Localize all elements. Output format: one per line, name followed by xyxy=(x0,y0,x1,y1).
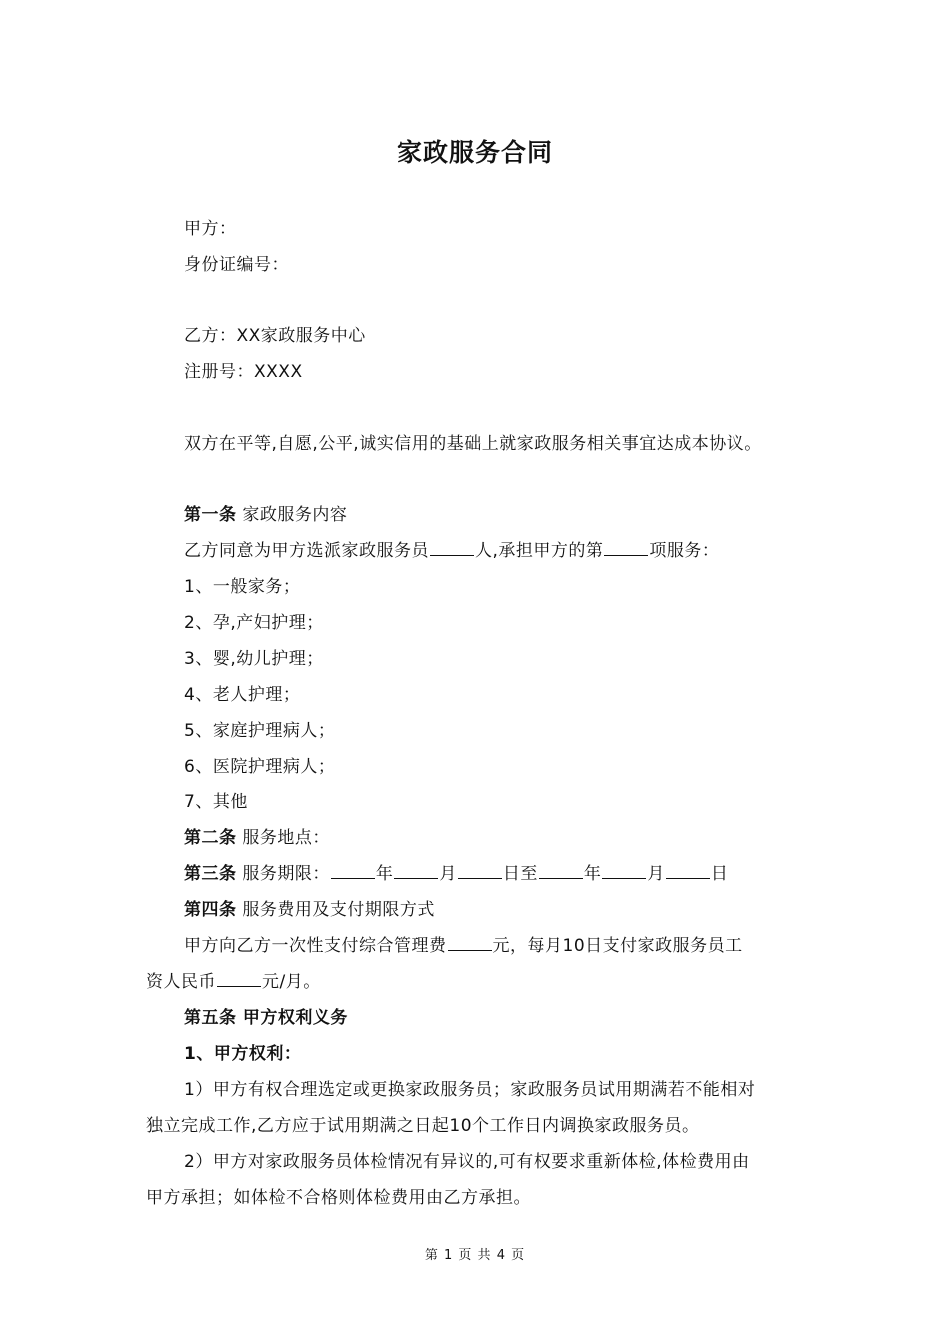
blank-end-year xyxy=(539,864,583,879)
start-year-label: 年 xyxy=(375,864,394,884)
article4-line xyxy=(184,898,435,922)
article5-p1-line1: 1）甲方有权合理选定或更换家政服务员；家政服务员试用期满若不能相对 xyxy=(184,1080,756,1100)
article5-heading: 第五条 甲方权利义务 xyxy=(184,1008,348,1028)
article4-heading: 第四条 xyxy=(184,900,237,920)
blank-service-no xyxy=(604,541,648,556)
start-month-label: 月 xyxy=(439,864,457,884)
blank-start-year xyxy=(331,864,375,879)
list-item: 3、婴,幼儿护理； xyxy=(184,649,324,669)
start-day-label: 日至 xyxy=(502,864,538,884)
article2-line xyxy=(184,826,330,850)
article1-heading: 第一条 xyxy=(184,505,237,525)
list-item: 6、医院护理病人； xyxy=(184,757,336,777)
list-item: 5、家庭护理病人； xyxy=(184,721,336,741)
end-year-label: 年 xyxy=(583,864,602,884)
article1-title: 家政服务内容 xyxy=(242,505,348,525)
article2-heading: 第二条 xyxy=(184,828,237,848)
list-item: 4、老人护理； xyxy=(184,685,301,705)
party-a-label: 甲方： xyxy=(184,219,237,239)
list-item: 1、一般家务； xyxy=(184,577,301,597)
blank-count xyxy=(430,541,474,556)
article2-title: 服务地点： xyxy=(242,828,330,848)
article1-text-part1: 乙方同意为甲方选派家政服务员 xyxy=(184,541,429,561)
blank-management-fee xyxy=(448,936,492,951)
article3-title: 服务期限： xyxy=(242,864,330,884)
article4-title: 服务费用及支付期限方式 xyxy=(242,900,435,920)
article4-line1-b: 元，每月10日支付家政服务员工 xyxy=(492,936,743,956)
article3-line xyxy=(184,862,728,886)
party-b-reg-label: 注册号：XXXX xyxy=(184,362,303,382)
party-a-id-label: 身份证编号： xyxy=(184,255,289,275)
article1-text-part3: 项服务： xyxy=(649,541,720,561)
blank-start-month xyxy=(394,864,438,879)
document-title: 家政服务合同 xyxy=(396,138,553,167)
article4-text-line2 xyxy=(146,970,321,994)
article5-p2-line2: 甲方承担；如体检不合格则体检费用由乙方承担。 xyxy=(146,1188,531,1208)
blank-monthly-wage xyxy=(217,972,261,987)
intro-text: 双方在平等,自愿,公平,诚实信用的基础上就家政服务相关事宜达成本协议。 xyxy=(184,434,762,454)
article3-heading: 第三条 xyxy=(184,864,237,884)
article5-p2-line1: 2）甲方对家政服务员体检情况有异议的,可有权要求重新体检,体检费用由 xyxy=(184,1152,750,1172)
article1-text-part2: 人,承担甲方的第 xyxy=(475,541,604,561)
article5-p1-line2: 独立完成工作,乙方应于试用期满之日起10个工作日内调换家政服务员。 xyxy=(146,1116,700,1136)
article5-sub1: 1、甲方权利： xyxy=(184,1044,302,1064)
article4-line2-a: 资人民币 xyxy=(146,972,216,992)
article4-line2-b: 元/月。 xyxy=(262,972,321,992)
end-month-label: 月 xyxy=(647,864,665,884)
blank-start-day xyxy=(458,864,502,879)
article4-text-line1 xyxy=(184,934,743,958)
blank-end-month xyxy=(602,864,646,879)
end-day-label: 日 xyxy=(710,864,729,884)
page-footer: 第 1 页 共 4 页 xyxy=(424,1248,526,1263)
article4-line1-a: 甲方向乙方一次性支付综合管理费 xyxy=(184,936,447,956)
list-item: 2、孕,产妇护理； xyxy=(184,613,324,633)
article1-text xyxy=(184,539,719,563)
party-b-label: 乙方：XX家政服务中心 xyxy=(184,326,366,346)
list-item: 7、其他 xyxy=(184,792,248,812)
article1-line xyxy=(184,503,347,527)
blank-end-day xyxy=(666,864,710,879)
